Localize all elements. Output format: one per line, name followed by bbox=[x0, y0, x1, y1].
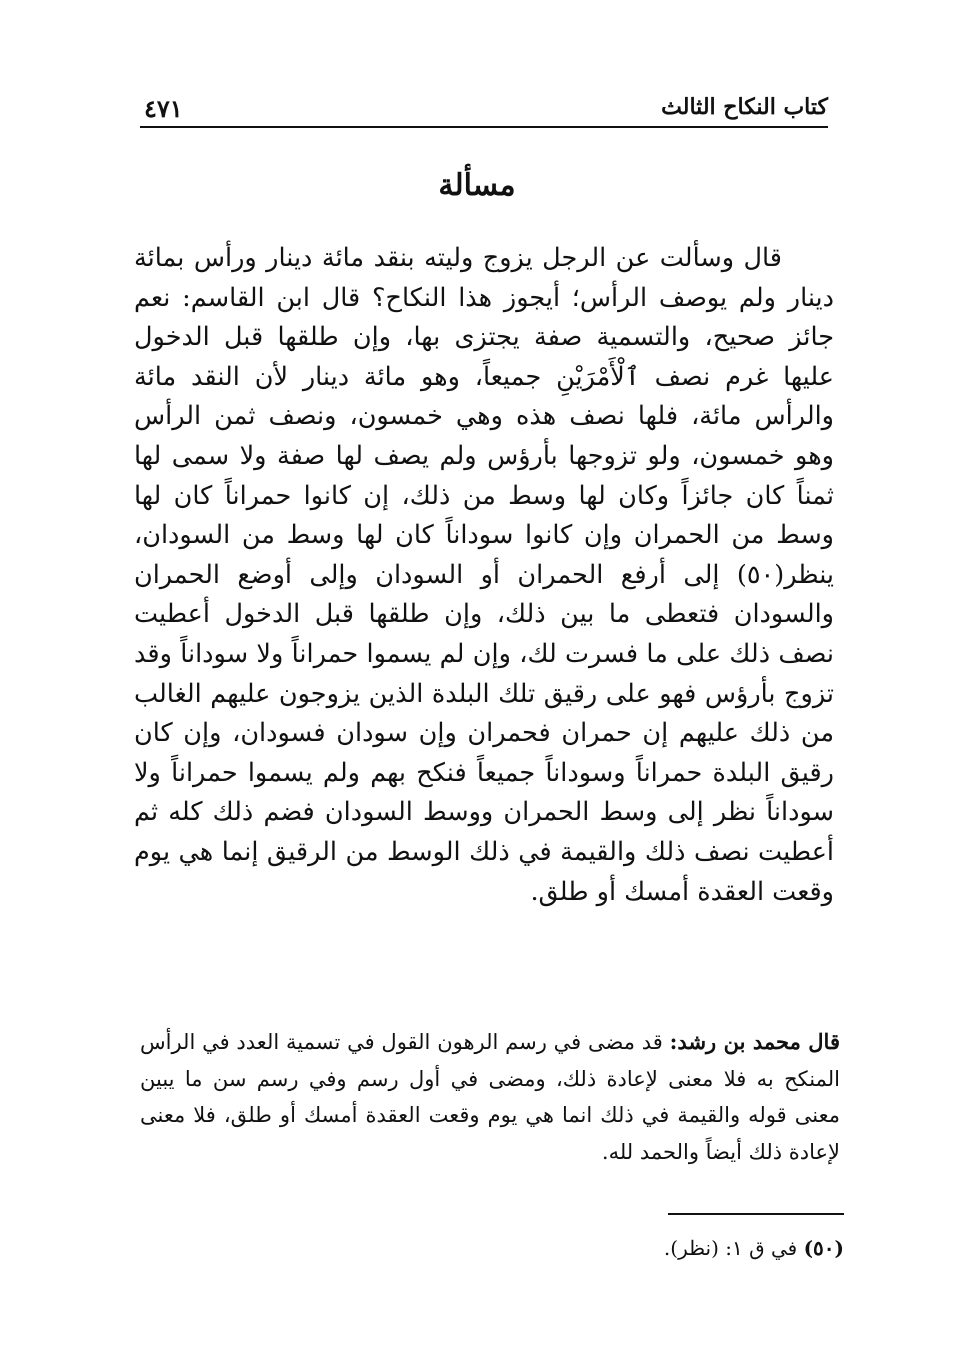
commentary-text: قد مضى في رسم الرهون القول في تسمية العدد في الرأس المنكح به فلا معنى لإعادة ذلك، ومضى في أول رسم وفي رسم سن ما يبين معنى قوله والقيمة في ذلك انما هي يوم وقعت العقدة أمسك أو طلق، فلا معنى لإعادة ذلك أيضاً والحمد لله. bbox=[140, 1030, 840, 1164]
page-number: ٤٧١ bbox=[144, 94, 183, 123]
footnote-divider bbox=[668, 1213, 844, 1215]
book-title: كتاب النكاح الثالث bbox=[661, 94, 828, 120]
commentary-block bbox=[140, 1024, 840, 1170]
footnote-text: في ق ١: (نظر). bbox=[663, 1236, 798, 1260]
commentary-paragraph bbox=[140, 1024, 840, 1170]
section-heading: مسألة bbox=[438, 168, 516, 203]
main-text-block bbox=[134, 239, 834, 912]
footnote-label: (٥٠) bbox=[803, 1236, 844, 1260]
commentary-speaker: قال محمد بن رشد: bbox=[669, 1029, 840, 1054]
running-header bbox=[140, 92, 828, 128]
main-paragraph: قال وسألت عن الرجل يزوج وليته بنقد مائة دينار ورأس بمائة دينار ولم يوصف الرأس؛ أيجوز هذا النكاح؟ قال ابن القاسم: نعم جائز صحيح، والتسمية صفة يجتزى بها، وإن طلقها قبل الدخول عليها غرم نصف ٱلْأَمْرَيْنِ جميعاً، وهو مائة دينار لأن النقد مائة والرأس مائة، فلها نصف هذه وهي خمسون، ونصف ثمن الرأس وهو خمسون، ولو تزوجها بأرؤس ولم يصف لها صفة ولا سمى لها ثمناً كان جائزاً وكان لها وسط من ذلك، إن كانوا حمراناً كان لها وسط من الحمران وإن كانوا سوداناً كان لها وسط من السودان، ينظر(٥٠) إلى أرفع الحمران أو السودان وإلى أوضع الحمران والسودان فتعطى ما بين ذلك، وإن طلقها قبل الدخول أعطيت نصف ذلك على ما فسرت لك، وإن لم يسموا حمراناً ولا سوداناً وقد تزوج بأرؤس فهو على رقيق تلك البلدة الذين يزوجون عليهم الغالب من ذلك عليهم إن حمران فحمران وإن سودان فسودان، وإن كان رقيق البلدة حمراناً وسوداناً جميعاً فنكح بهم ولم يسموا حمراناً ولا سوداناً نظر إلى وسط الحمران ووسط السودان فضم ذلك كله ثم أعطيت نصف ذلك والقيمة في ذلك الوسط من الرقيق إنما هي يوم وقعت العقدة أمسك أو طلق. bbox=[134, 243, 834, 907]
footnote bbox=[540, 1234, 844, 1262]
